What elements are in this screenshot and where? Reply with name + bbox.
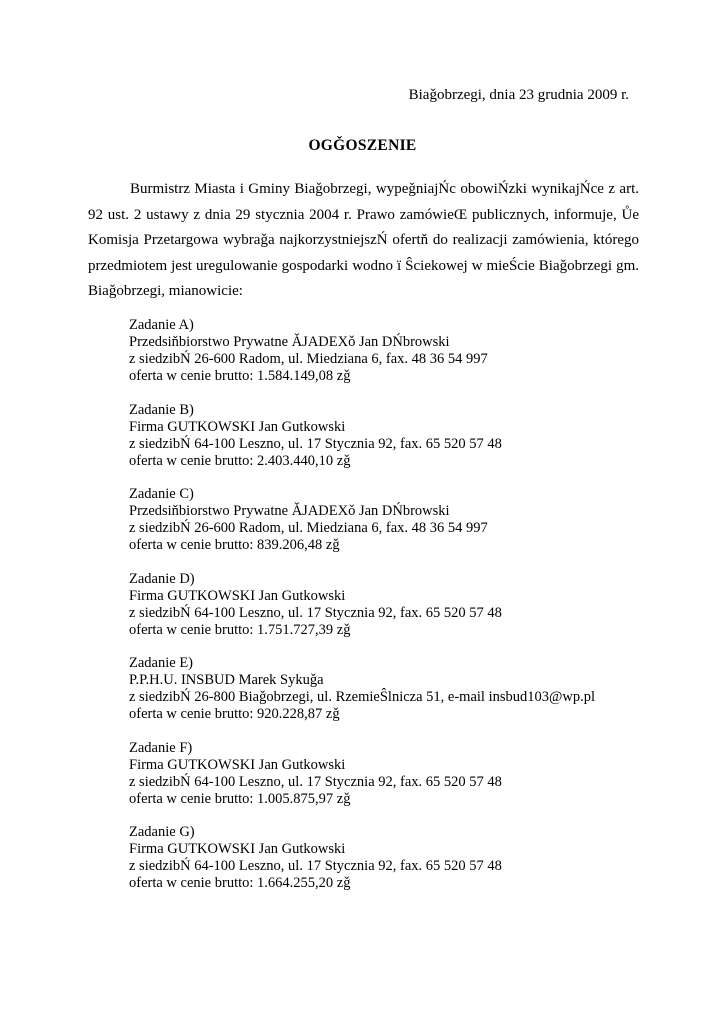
task-offer: oferta w cenie brutto: 1.664.255,20 zǧ bbox=[129, 875, 351, 891]
task-company: Przedsiňbiorstwo Prywatne ǍJADEXǒ Jan DŃbrowski bbox=[129, 503, 450, 519]
task-company: Przedsiňbiorstwo Prywatne ǍJADEXǒ Jan DŃbrowski bbox=[129, 334, 450, 350]
task-company: Firma GUTKOWSKI Jan Gutkowski bbox=[129, 841, 346, 857]
task-label: Zadanie D) bbox=[129, 570, 195, 587]
task-block-f bbox=[129, 740, 649, 825]
task-company: Firma GUTKOWSKI Jan Gutkowski bbox=[129, 418, 346, 435]
task-offer: oferta w cenie brutto: 839.206,48 zǧ bbox=[129, 537, 340, 553]
task-list bbox=[129, 317, 649, 909]
task-company: Firma GUTKOWSKI Jan Gutkowski bbox=[129, 756, 346, 773]
task-address: z siedzibŃ 64-100 Leszno, ul. 17 Stycznia 92, fax. 65 520 57 48 bbox=[129, 858, 502, 874]
task-address: z siedzibŃ 26-600 Radom, ul. Miedziana 6, fax. 48 36 54 997 bbox=[129, 520, 488, 536]
task-address: z siedzibŃ 64-100 Leszno, ul. 17 Stycznia 92, fax. 65 520 57 48 bbox=[129, 604, 502, 621]
task-block-b bbox=[129, 402, 649, 487]
task-company: P.P.H.U. INSBUD Marek Sykuǧa bbox=[129, 672, 324, 688]
task-offer: oferta w cenie brutto: 1.584.149,08 zǧ bbox=[129, 368, 351, 384]
task-offer: oferta w cenie brutto: 1.751.727,39 zǧ bbox=[129, 621, 351, 638]
task-offer: oferta w cenie brutto: 2.403.440,10 zǧ bbox=[129, 452, 351, 469]
task-address: z siedzibŃ 26-600 Radom, ul. Miedziana 6, fax. 48 36 54 997 bbox=[129, 351, 488, 367]
task-label: Zadanie B) bbox=[129, 401, 194, 418]
document-title: OGǦOSZENIE bbox=[308, 137, 417, 154]
task-company: Firma GUTKOWSKI Jan Gutkowski bbox=[129, 587, 346, 604]
task-label: Zadanie G) bbox=[129, 824, 195, 840]
task-address: z siedzibŃ 26-800 Biaǧobrzegi, ul. RzemieŜlnicza 51, e-mail insbud103@wp.pl bbox=[129, 689, 595, 705]
task-block-g bbox=[129, 824, 649, 909]
task-address: z siedzibŃ 64-100 Leszno, ul. 17 Stycznia 92, fax. 65 520 57 48 bbox=[129, 435, 502, 452]
task-address: z siedzibŃ 64-100 Leszno, ul. 17 Stycznia 92, fax. 65 520 57 48 bbox=[129, 773, 502, 790]
task-label: Zadanie F) bbox=[129, 739, 193, 756]
task-block-c bbox=[129, 486, 649, 571]
task-label: Zadanie A) bbox=[129, 317, 194, 333]
intro-paragraph: Burmistrz Miasta i Gminy Biaǧobrzegi, wypeǧniajŃc obowiŃzki wynikajŃce z art. 92 ust. 2 ustawy z dnia 29 stycznia 2004 r. Prawo zamówieŒ publicznych, informuje, Ůe Komisja Przetargowa wybraǧa najkorzystniejszŃ ofertň do realizacji zamówienia, którego przedmiotem jest uregulowanie gospodarki wodno ï Ŝciekowej w mieŚcie Biaǧobrzegi gm. Biaǧobrzegi, mianowicie: bbox=[88, 181, 639, 299]
task-label: Zadanie C) bbox=[129, 486, 194, 502]
task-label: Zadanie E) bbox=[129, 655, 194, 671]
task-block-e bbox=[129, 655, 649, 740]
task-block-d bbox=[129, 571, 649, 656]
task-offer: oferta w cenie brutto: 1.005.875,97 zǧ bbox=[129, 790, 351, 807]
date-line: Biaǧobrzegi, dnia 23 grudnia 2009 r. bbox=[408, 87, 629, 103]
task-block-a bbox=[129, 317, 649, 402]
task-offer: oferta w cenie brutto: 920.228,87 zǧ bbox=[129, 706, 340, 722]
